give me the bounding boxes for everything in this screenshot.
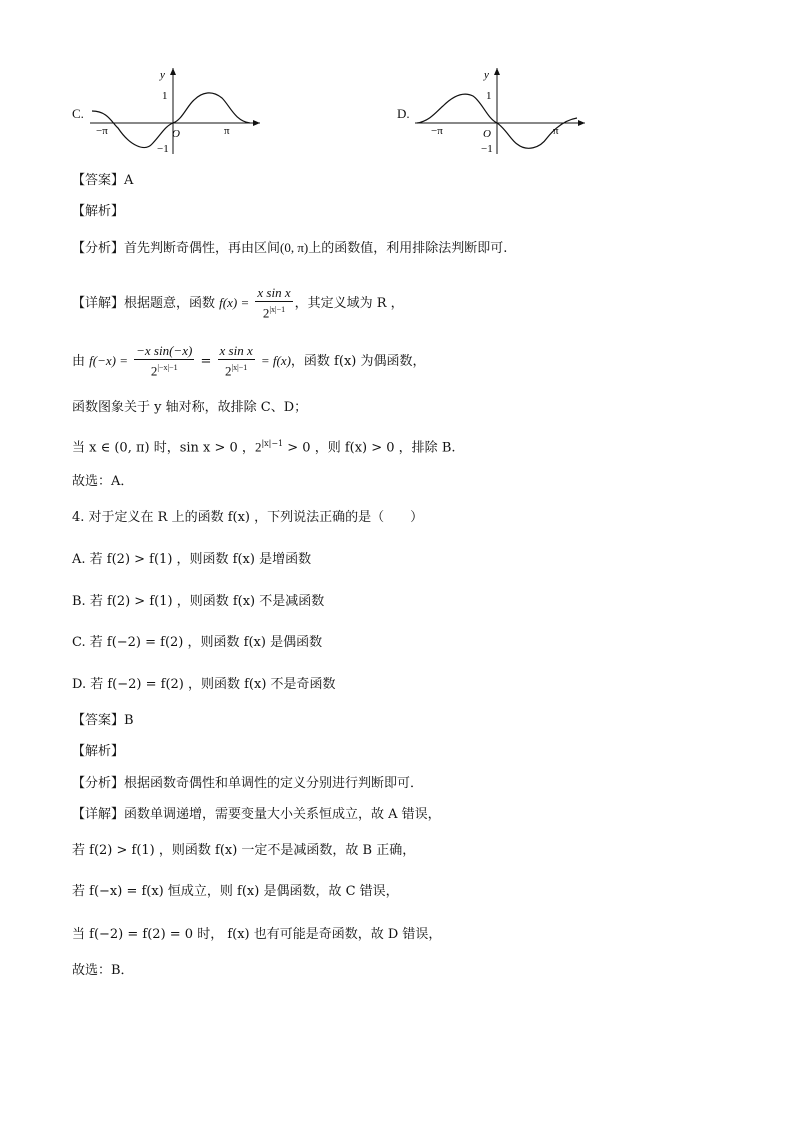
- fenxi-text-1: 首先判断奇偶性，再由区间: [124, 241, 281, 256]
- fenxi-tag: 【分析】: [72, 241, 125, 256]
- q4-line-5: 故选：B．: [72, 963, 134, 978]
- q4-fenxi-tag: 【分析】: [72, 776, 125, 791]
- q4-analysis-tag: 【解析】: [72, 744, 125, 759]
- q3-fenxi: [72, 238, 507, 259]
- fraction-1-den: 2: [262, 305, 270, 321]
- q4-option-a: A. 若 f(2) > f(1) ，则函数 f(x) 是增函数: [72, 552, 312, 567]
- graph-c-origin: O: [172, 128, 180, 140]
- graph-d-pi: π: [553, 125, 559, 137]
- graph-d-minus-one: −1: [481, 143, 493, 155]
- answer-value: A: [124, 173, 134, 188]
- graph-d-origin: O: [483, 128, 491, 140]
- option-d-label: D.: [397, 106, 410, 121]
- graph-c-minus-one: −1: [157, 143, 169, 155]
- q4-answer-value: B: [124, 713, 134, 728]
- graph-d: [415, 66, 595, 156]
- q4-fenxi: [72, 774, 423, 794]
- q4-detail-tag: 【详解】: [72, 807, 125, 822]
- q4-line-3: 若 f(−x) = f(x) 恒成立，则 f(x) 是偶函数，故 C 错误，: [72, 884, 399, 899]
- q3-line-d: [72, 434, 456, 458]
- fraction-3-num: x sin x: [219, 343, 253, 359]
- fraction-1-num: x sin x: [257, 285, 291, 301]
- q4-answer: [72, 711, 134, 731]
- graph-d-neg-pi: −π: [431, 125, 443, 137]
- q4-detail: [72, 805, 441, 825]
- q4-fenxi-text: 根据函数奇偶性和单调性的定义分别进行判断即可．: [124, 776, 424, 791]
- q4-option-c: C. 若 f(−2) = f(2) ，则函数 f(x) 是偶函数: [72, 635, 323, 650]
- q4-line-4: 当 f(−2) = f(2) = 0 时， f(x) 也有可能是奇函数，故 D 错误，: [72, 927, 442, 942]
- q4-stem: 4. 对于定义在 R 上的函数 f(x) ，下列说法正确的是（ ）: [72, 510, 424, 525]
- detail-text-1: 根据题意，函数: [124, 296, 216, 311]
- fraction-2-den: 2: [150, 363, 158, 379]
- graph-d-one: 1: [486, 90, 492, 102]
- line-d-2: 2: [254, 439, 262, 455]
- q3-detail: [72, 284, 404, 323]
- line-b-text: ，函数 f(x) 为偶函数，: [290, 354, 426, 369]
- graph-c-one: 1: [162, 90, 168, 102]
- fenxi-text-2: 上的函数值，利用排除法判断即可.: [308, 241, 508, 256]
- line-d-2-exp: |x|−1: [261, 439, 284, 448]
- fraction-2: [134, 343, 194, 379]
- fraction-1: [255, 285, 292, 321]
- answer-tag: 【答案】: [72, 173, 125, 188]
- q3-line-b: [72, 342, 425, 381]
- q3-analysis-tag: 【解析】: [72, 204, 125, 219]
- q4-detail-text: 函数单调递增，需要变量大小关系恒成立，故 A 错误，: [124, 807, 441, 822]
- fx-expr: f(x) =: [219, 295, 250, 310]
- fraction-3-den: 2: [225, 363, 232, 379]
- line-d-1: 当 x ∈ (0, π) 时，sin x > 0 ，: [72, 440, 255, 456]
- fraction-2-den-exp: |−x|−1: [157, 363, 178, 373]
- line-b-end: = f(x): [260, 353, 291, 368]
- option-c-label: C.: [72, 106, 84, 121]
- q4-option-b: B. 若 f(2) > f(1) ，则函数 f(x) 不是减函数: [72, 594, 325, 609]
- detail-tag: 【详解】: [72, 296, 125, 311]
- fraction-3: [218, 343, 255, 379]
- graph-c: [90, 66, 270, 156]
- q4-option-d: D. 若 f(−2) = f(2) ，则函数 f(x) 不是奇函数: [72, 677, 336, 692]
- line-b-1: 由: [72, 354, 86, 369]
- graph-d-y: y: [484, 69, 489, 81]
- fraction-1-den-exp: |x|−1: [269, 305, 286, 315]
- detail-text-2: ，其定义域为 R ，: [294, 296, 404, 311]
- fraction-2-num: −x sin(−x): [136, 343, 193, 359]
- q4-line-2: 若 f(2) > f(1) ，则函数 f(x) 一定不是减函数，故 B 正确，: [72, 843, 416, 858]
- q3-line-e: 故选：A．: [72, 474, 134, 489]
- q3-answer: [72, 171, 133, 191]
- fraction-3-den-exp: |x|−1: [231, 363, 248, 373]
- fenxi-interval: (0, π): [280, 240, 309, 255]
- graph-c-y: y: [160, 69, 165, 81]
- line-b-eq: =: [200, 354, 212, 369]
- line-b-fneg: f(−x) =: [89, 353, 128, 368]
- q3-line-c: 函数图象关于 y 轴对称，故排除 C、D；: [72, 400, 308, 415]
- line-d-3: > 0 ，则 f(x) > 0 ，排除 B.: [283, 440, 456, 456]
- graph-c-pi: π: [224, 125, 230, 137]
- graph-c-neg-pi: −π: [96, 125, 108, 137]
- q4-answer-tag: 【答案】: [72, 713, 125, 728]
